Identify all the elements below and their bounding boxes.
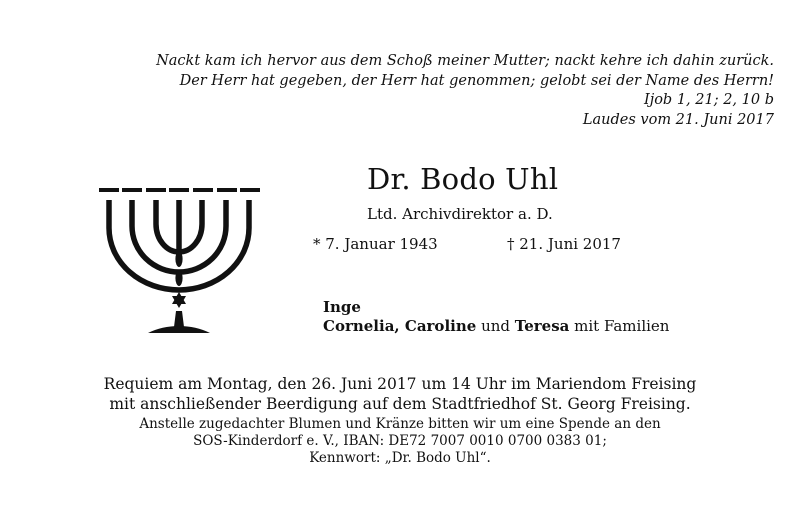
requiem-line-2: mit anschließender Beerdigung auf dem Stadtfriedhof St. Georg Freising.	[109, 395, 691, 413]
donation-line-3: Kennwort: „Dr. Bodo Uhl“.	[309, 450, 491, 466]
family-name-3: Teresa	[514, 317, 570, 335]
donation-line-1: Anstelle zugedachter Blumen und Kränze bitten wir um eine Spende an den	[139, 416, 661, 432]
family-first-name: Inge	[323, 298, 361, 316]
family-mourners	[323, 298, 669, 336]
star-of-david-icon	[172, 292, 186, 308]
quote-line-2: Der Herr hat gegeben, der Herr hat genommen; gelobt sei der Name des Herrn!	[179, 72, 774, 89]
family-name-1: Cornelia	[323, 317, 395, 335]
family-name-2: Caroline	[404, 317, 477, 335]
donation-line-2: SOS-Kinderdorf e. V., IBAN: DE72 7007 0010 0700 0383 01;	[193, 433, 607, 449]
family-suffix: mit Familien	[569, 317, 670, 335]
life-dates	[313, 235, 643, 255]
requiem-notice	[0, 374, 800, 414]
quote-source: Ijob 1, 21; 2, 10 b	[643, 92, 774, 108]
deceased-name: Dr. Bodo Uhl	[367, 162, 559, 196]
bible-quote	[156, 52, 774, 130]
family-and: und	[476, 317, 515, 335]
family-children-line	[323, 317, 669, 336]
family-separator: ,	[394, 317, 405, 335]
birth-date: * 7. Januar 1943	[313, 235, 438, 253]
death-date: † 21. Juni 2017	[507, 235, 621, 253]
deceased-title: Ltd. Archivdirektor a. D.	[367, 205, 553, 223]
quote-liturgy: Laudes vom 21. Juni 2017	[582, 111, 774, 128]
donation-notice	[0, 416, 800, 467]
menorah-icon	[96, 188, 266, 338]
quote-line-1: Nackt kam ich hervor aus dem Schoß meiner Mutter; nackt kehre ich dahin zurück.	[156, 53, 774, 69]
requiem-line-1: Requiem am Montag, den 26. Juni 2017 um 14 Uhr im Mariendom Freising	[103, 375, 697, 393]
